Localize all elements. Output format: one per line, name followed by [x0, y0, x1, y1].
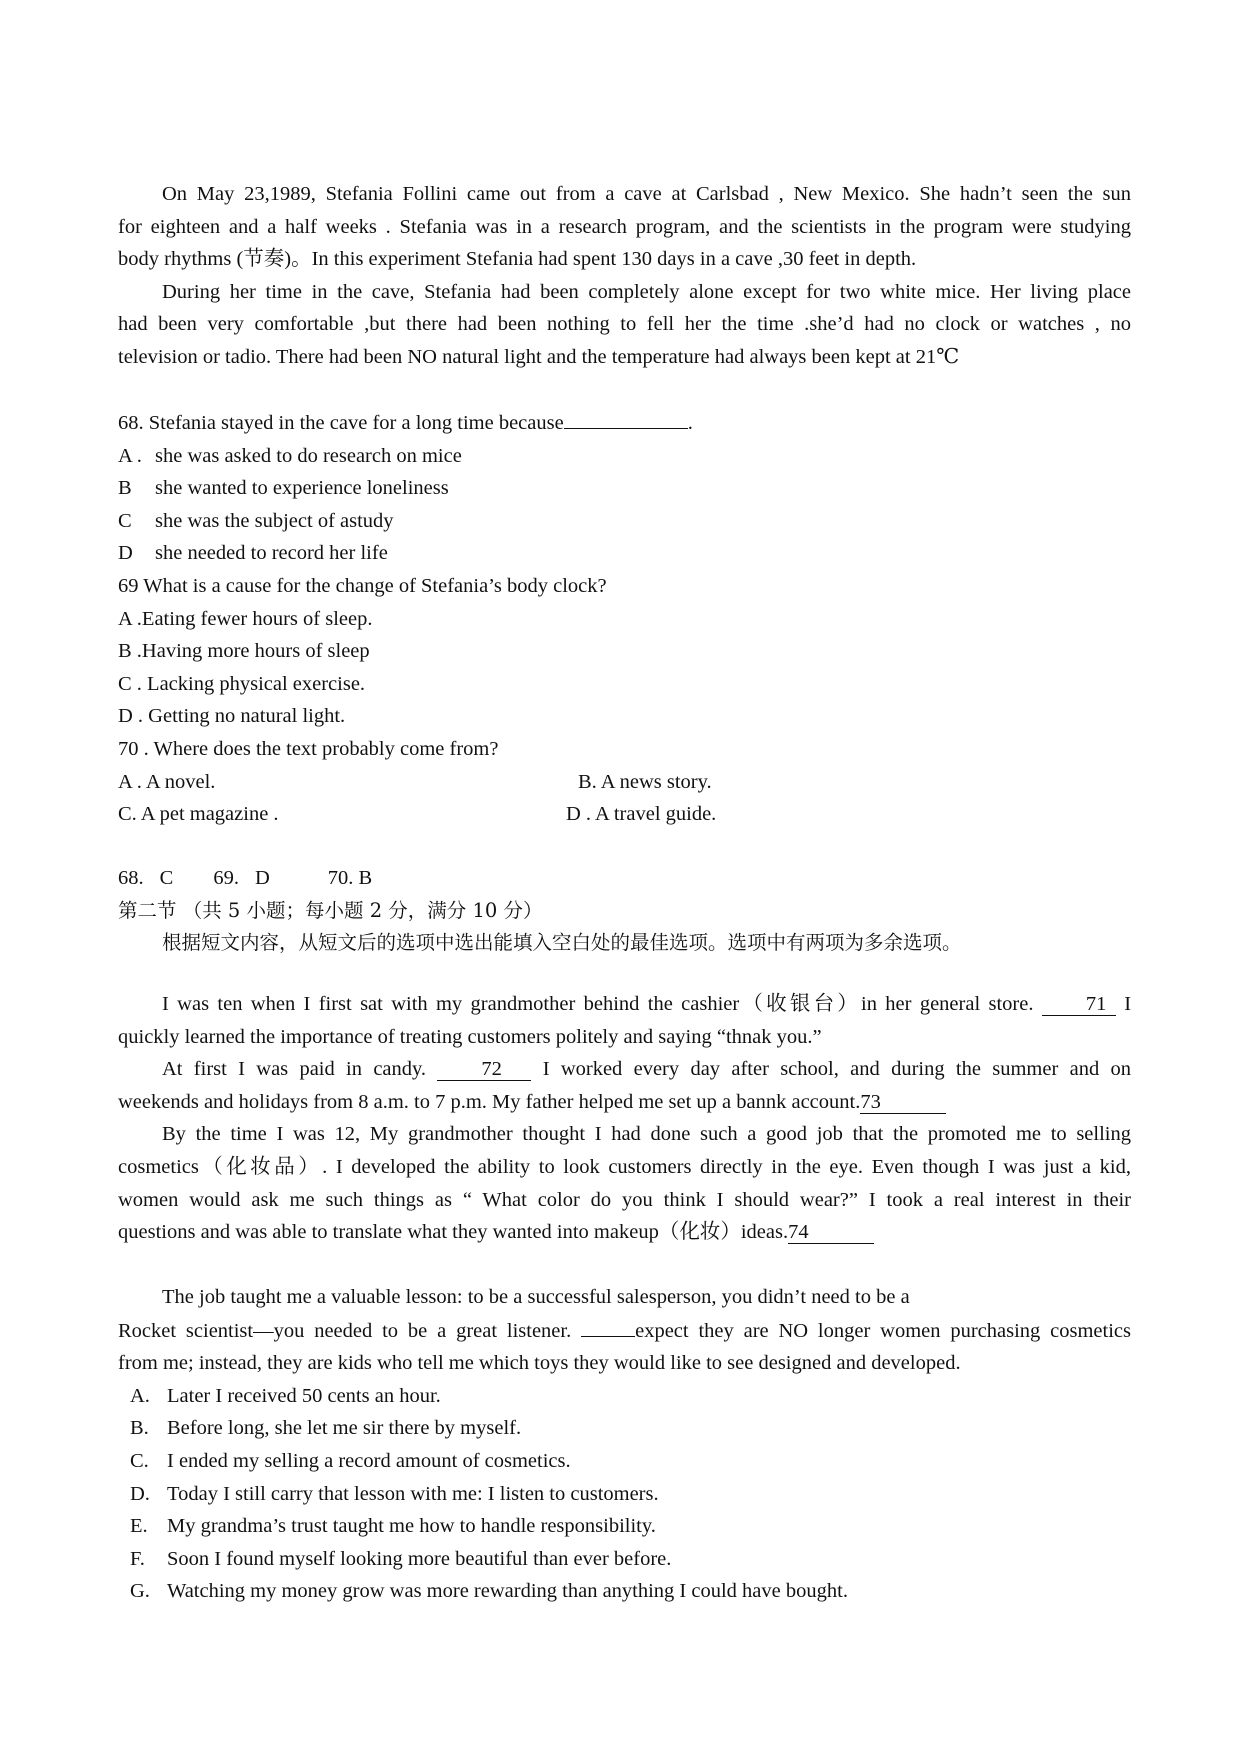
option: [118, 1412, 1131, 1445]
period: .: [687, 412, 693, 434]
option: A .Eating fewer hours of sleep.: [118, 607, 373, 630]
option: D . Getting no natural light.: [118, 705, 346, 728]
option-text: I ended my selling a record amount of cosmetics.: [167, 1449, 571, 1472]
text: questions and was able to translate what they wanted into makeup（化妆）ideas.: [118, 1221, 789, 1244]
passage-2-end: [118, 1281, 1131, 1608]
option: [118, 505, 1131, 538]
option: [118, 472, 1131, 505]
option-letter: C: [118, 509, 132, 532]
answer-blank: [564, 406, 688, 429]
option-text: Before long, she let me sir there by myself.: [167, 1417, 522, 1440]
section-instruction: 根据短文内容，从短文后的选项中选出能填入空白处的最佳选项。选项中有两项为多余选项。: [162, 931, 962, 955]
option-letter: A .: [118, 444, 142, 467]
answer-num: 68.: [118, 867, 144, 889]
option: B. A news story.: [578, 770, 712, 793]
question-68-stem: 68. Stefania stayed in the cave for a long time because: [118, 412, 564, 434]
option: A . A novel.: [118, 770, 216, 793]
text-line: The job taught me a valuable lesson: to be a successful salesperson, you didn’t need to be a: [162, 1286, 910, 1308]
option-letter: G.: [130, 1580, 150, 1603]
option-text: Watching my money grow was more rewarding than anything I could have bought.: [167, 1580, 848, 1603]
text-line: [118, 1314, 1131, 1348]
question-68: [118, 406, 1131, 440]
option: D . A travel guide.: [566, 803, 717, 826]
text: Rocket scientist—you needed to be a great listener.: [118, 1319, 572, 1342]
blank-75: [581, 1314, 635, 1337]
text: weekends and holidays from 8 a.m. to 7 p.m. My father helped me set up a bannk account.: [118, 1090, 861, 1113]
text: I: [1124, 993, 1132, 1015]
p1-line: body rhythms (节奏)。In this experiment Stefania had spent 130 days in a cave ,30 feet in depth.: [118, 248, 917, 271]
question-70: 70 . Where does the text probably come from?: [118, 737, 499, 760]
text-line: from me; instead, they are kids who tell me which toys they would like to see designed and developed.: [118, 1352, 961, 1375]
option-text: Later I received 50 cents an hour.: [167, 1384, 441, 1407]
option-letter: B.: [130, 1417, 149, 1440]
answer-num: 69.: [213, 867, 239, 889]
option: [118, 1543, 1131, 1576]
questions-68-70: [118, 406, 1131, 831]
blank-72: 72: [437, 1058, 531, 1081]
option: [118, 1380, 1131, 1413]
option-text: My grandma’s trust taught me how to handle responsibility.: [167, 1515, 656, 1538]
option: [118, 440, 1131, 473]
text-line: cosmetics（化妆品）. I developed the ability to look customers directly in the eye. Even though I was just a kid,: [118, 1155, 1131, 1178]
option-text: Today I still carry that lesson with me: I listen to customers.: [167, 1482, 659, 1505]
passage-1: [118, 178, 1131, 374]
answer-value: C: [159, 867, 174, 889]
p2-line-3: [118, 1053, 1131, 1086]
option-text: she needed to record her life: [155, 542, 388, 565]
p1-line: On May 23,1989, Stefania Follini came out from a cave at Carlsbad , New Mexico. She hadn’t seen the sun: [162, 183, 1131, 205]
text-line: By the time I was 12, My grandmother thought I had done such a good job that the promoted me to selling: [162, 1123, 1131, 1146]
option-text: she wanted to experience loneliness: [155, 477, 449, 500]
option-letter: D.: [130, 1482, 150, 1505]
p2-line: had been very comfortable ,but there had been nothing to fell her the time .she’d had no clock or watches , no: [118, 313, 1131, 336]
option-row: [118, 798, 1131, 831]
blank-73: 73: [860, 1091, 946, 1114]
option: [118, 1445, 1131, 1478]
answer-key: [118, 862, 1131, 960]
section-heading: 第二节 （共 5 小题；每小题 2 分，满分 10 分）: [118, 898, 543, 922]
text: I was ten when I first sat with my grandmother behind the cashier（收银台）in her general store.: [162, 993, 1034, 1015]
question-69: 69 What is a cause for the change of Stefania’s body clock?: [118, 574, 607, 597]
text: At first I was paid in candy.: [162, 1058, 427, 1081]
text-line: quickly learned the importance of treating customers politely and saying “thnak you.”: [118, 1025, 822, 1048]
option: C . Lacking physical exercise.: [118, 672, 366, 695]
option-letter: F.: [130, 1547, 145, 1570]
p2-line-4: [118, 1086, 1131, 1119]
p1-line: for eighteen and a half weeks . Stefania was in a research program, and the scientists in the program were studying: [118, 215, 1131, 238]
option: [118, 537, 1131, 570]
option-letter: B: [118, 477, 132, 500]
answer-value: D: [254, 867, 270, 889]
option-row: [118, 766, 1131, 799]
p2-line-8: [118, 1216, 1131, 1249]
option-text: she was asked to do research on mice: [155, 444, 462, 467]
text: expect they are NO longer women purchasing cosmetics: [635, 1319, 1131, 1342]
option: B .Having more hours of sleep: [118, 640, 370, 663]
option-letter: E.: [130, 1515, 148, 1538]
p2-line: During her time in the cave, Stefania had been completely alone except for two white mice. Her living place: [162, 280, 1131, 303]
text: I worked every day after school, and during the summer and on: [542, 1058, 1132, 1081]
passage-2: [118, 988, 1131, 1249]
blank-74: 74: [788, 1221, 874, 1244]
option-text: she was the subject of astudy: [155, 509, 394, 532]
blank-71: 71: [1042, 993, 1116, 1016]
option: [118, 1510, 1131, 1543]
option-text: Soon I found myself looking more beautiful than ever before.: [167, 1547, 672, 1570]
p2-line: television or tadio. There had been NO natural light and the temperature had always been kept at 21℃: [118, 345, 960, 368]
options-list: [118, 1380, 1131, 1608]
option-letter: D: [118, 542, 133, 565]
answer-num: 70. B: [327, 867, 373, 889]
text-line: women would ask me such things as “ What color do you think I should wear?” I took a real interest in their: [118, 1188, 1131, 1211]
option-letter: A.: [130, 1384, 150, 1407]
option: [118, 1575, 1131, 1608]
p2-line-1: [118, 988, 1131, 1021]
option: C. A pet magazine .: [118, 803, 279, 826]
option: [118, 1478, 1131, 1511]
answer-line: [118, 862, 1131, 895]
option-letter: C.: [130, 1449, 149, 1472]
